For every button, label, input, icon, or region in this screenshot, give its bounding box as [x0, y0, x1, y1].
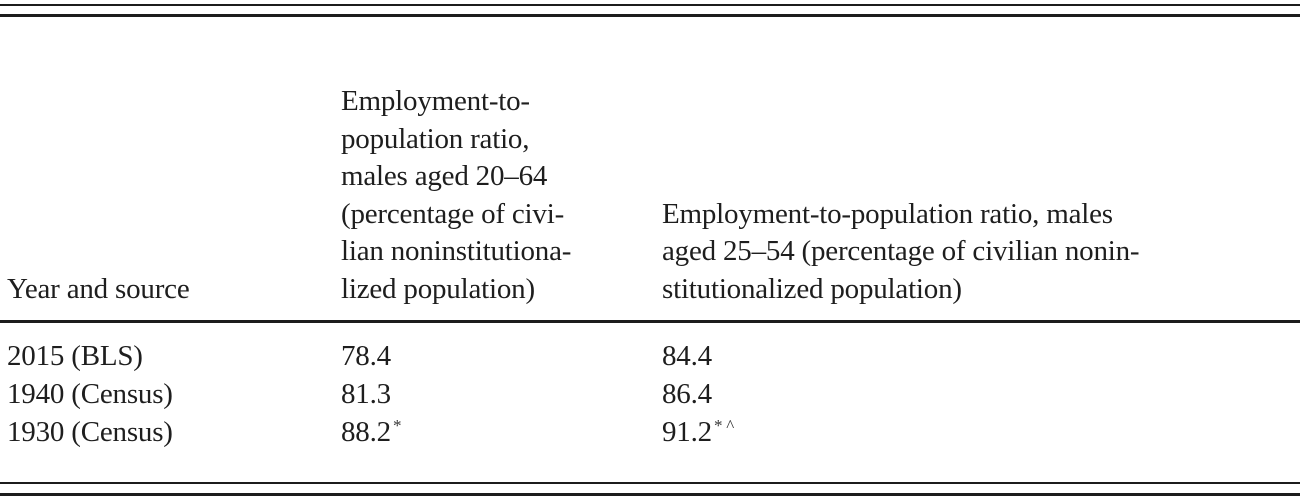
header-line: lian noninstitutiona- [341, 235, 572, 267]
value: 91.2 [662, 416, 712, 448]
cell-year-source: 1940 (Census) [7, 378, 173, 410]
header-line: stitutionalized population) [662, 272, 962, 305]
cell-ratio-25-54 [662, 414, 734, 452]
top-rule-inner [0, 14, 1300, 17]
header-ratio-25-54 [662, 196, 1302, 309]
table-row [0, 414, 1300, 452]
cell-year-source: 2015 (BLS) [7, 340, 143, 372]
header-line: Year and source [7, 272, 190, 305]
footnote-marker: * [392, 416, 402, 435]
header-line: (percentage of civi- [341, 197, 565, 230]
header-rule [0, 320, 1300, 323]
value: 78.4 [341, 340, 391, 372]
cell-ratio-20-64 [341, 414, 401, 452]
value: 81.3 [341, 378, 391, 410]
value: 84.4 [662, 340, 712, 372]
cell-ratio-20-64 [341, 338, 393, 376]
table-row [0, 376, 1300, 414]
value: 86.4 [662, 378, 712, 410]
value: 88.2 [341, 416, 391, 448]
cell-ratio-20-64 [341, 376, 393, 414]
table-body [0, 338, 1300, 452]
bottom-rule-inner [0, 482, 1300, 484]
header-line: Employment-to-population ratio, males [662, 197, 1113, 230]
header-year-and-source [7, 271, 327, 309]
footnote-marker: * ^ [713, 416, 735, 435]
top-rule-outer [0, 4, 1300, 6]
header-ratio-20-64 [341, 83, 651, 308]
header-line: Employment-to- [341, 85, 530, 117]
cell-ratio-25-54 [662, 338, 714, 376]
cell-ratio-25-54 [662, 376, 714, 414]
header-line: lized population) [341, 272, 535, 305]
cell-year-source: 1930 (Census) [7, 416, 173, 448]
header-line: males aged 20–64 [341, 160, 548, 192]
table-row [0, 338, 1300, 376]
header-line: population ratio, [341, 122, 530, 155]
header-line: aged 25–54 (percentage of civilian nonin- [662, 235, 1140, 267]
bottom-rule-outer [0, 493, 1300, 496]
